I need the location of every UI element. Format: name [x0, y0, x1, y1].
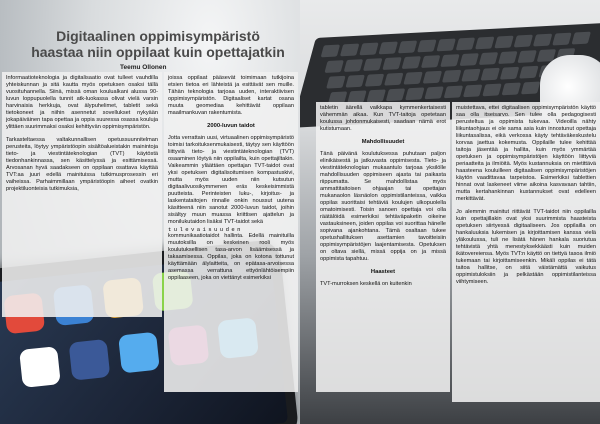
paragraph: kommunikaatiotaidot hallinta. Edellä mainituilla muutoksilla on keskeinen rooli myös koulutuksellisen tasa-arvon lisäämisessä ja takaamisessa. Oppilas, joka on kotona tottunut käyttämään älylaitteita, on epätasa-arvoisessa asemassa verrattuna ettyönlähtöisempiin oppilaaseen, joka on viettänyt esimerkiksi — [168, 233, 294, 281]
article-title-line2: haastaa niin oppilaat kuin opettajatkin — [31, 44, 285, 60]
paragraph: muistettava, ettei digitaalisen oppimisympäristön käyttö saa olla itseisarvo. Sen tulee olla pedagogisesti perusteltua ja oppimista tukevaa. Videoilla nähty liikuntaohjaus ei ole sama asia kuin innostunut opettaja liikuntasalissa, eikä verkossa käyty tehtäväkeskustelu korvaa jaettua kokemusta. Oppilaille tulee kehittää taitoja jäsentää ja hallita, kuin myös ymmärtää opetuksen ja oppimisympäristöjen käyttöön liittyviä periaatteita ja ilmiöitä. Myös kustannuksia on mietittävä haasteena kouluilleen digitaalisen oppimisympäristöjen käytön vaadittavaa tarpeistoa. Esimerkiksi tablettien hinnat ovat laskeneet viime aikoina kasvavaan tahtiin, mutta kertahankinnan kustannukset ovat edelleen merkittävät. — [456, 105, 596, 202]
paragraph: Tarkasteltaessa valtakunnallisen opetussuunnitelman perusteita, löytyy ympäristöopin sisältöalueistakin mainintoja tieto- ja viestintäteknologian (TVT) käytöstä tiedonhankinnassa, sen käsittelyssä ja esittämisessä. Arvosanan hyvä saadakseen on oppilaan osattava käyttää TVT:aa juuri edellä mainituissa tutkimusprosessin eri vaiheissa. Parhaimmillaan ympäristöopin aiheet ovatkin projektiluonteisia tutkimuksia, — [6, 137, 158, 192]
paragraph: joissa oppilaat pääsevät toimimaan tutkijoina etsien tietoa eri lähteistä ja esittävät sen muille. Tähän teknologia tarjoaa uuden, interaktiivisen oppimisympäristön. Digitaaliset kartat osana muuta geomediaa kehittävät oppilaan maailmankuvan rakentumista. — [168, 75, 294, 116]
facebook-icon — [69, 339, 111, 381]
paragraph: tabletin äärellä vaikkapa kymmenkertaisesti vähemmän aikaa. Kun TVT-taitoja opetetaan koulussa johdonmukaisesti, saadaan nämä erot kutistumaan. — [320, 105, 446, 132]
article-title — [18, 28, 298, 60]
text-column-2 — [164, 72, 298, 392]
paragraph: Jotta verrattain uusi, virtuaalinen oppimisympäristö toimisi tarkoituksenmukaisesti, täytyy sen käyttöön liittyviä tieto- ja viestintäteknologian (TVT) osaaminen löytyä niin oppilailta, kuin opettajiltakin. Vaikeammin yläättäen opettajan TVT-taidot ovat yksi opetuksen digitalisoitumisen kompastuskivi, mutta myös uuden niin kutsutun digitaalivuosikymmenen eräs keskeisimmistä puutteista. Perinteisten luku-, kirjoitus- ja laskentataitojen rinnalle onkin noussut uutena käsitteenä niin sanotut 2000-luvun taidot, joihin sisältyy muun muassa kriittisen ajattelun ja monilukutaidon lisäksi TVT-taidot sekä — [168, 135, 294, 225]
app-icon-white — [19, 346, 61, 388]
twitter-icon — [118, 332, 160, 374]
spaced-line: tulevaisuuden — [168, 226, 243, 233]
article-author: Teemu Ollonen — [120, 64, 167, 71]
paragraph: Jo alemmin mainitut riittävät TVT-taidot niin oppilailla kuin opettajillakin ovat yksi suurimmista haasteista opetuksen siirtyessä digitaaliseen. Jos oppilailla on hankaluuksia lukemisen ja kirjoittamisen kanssa vielä yläkoulussa, tuli ne lisätä hänen hankala suoriutua tehtävistä yhtä menestyksekkäästi kuin muiden ikätovereiensa. Myös TVT:n käyttö on tiettyä tasoa ilmiö tukemaan tai kirjoittamiseenkin. Mikäli oppilas ei tätä taitoa hallitse, on siitä väistämättä vaikutus oppimistuloksiin ja pelkästään oppimistilanteissa viihtymiseen. — [456, 209, 596, 285]
text-column-4 — [452, 102, 600, 402]
paragraph: Tänä päivänä koulutuksessa puhutaan paljon elinikäisestä ja jatkuvasta oppimisesta. Tieto- ja viestintäteknologian mukaantulo tarjoaa yksilölle mahdollisuuden oppimiseen ajasta tai paikasta riippumatta. Se mahdollistaa myös ammattitaitoisen ohjaajan tai opettajan mukanaolon läsnäolon oppimistilanteissa, vaikka oppilas suorittaisi tehtäviä koulujen ulkopuolella omatoimisesti. Toisin sanoen opettaja voi olla räätälöidä esimerkiksi tehtäväpaketin oikeine vastauksineen, joiden oppilas voi suorittaa hänelle sopivana ajankohtana. Tämä osaltaan tukee opetushallituksen asettamien tavoitteisiin oppimisympäristöjen laajentamisesta. Opetuksen on oltava siellä, missä oppija on ja missä oppimista tapahtuu. — [320, 151, 446, 262]
paragraph: TVT-murroksen keskellä on kuitenkin — [320, 281, 412, 287]
text-column-1 — [2, 72, 162, 317]
section-heading: 2000-luvun taidot — [207, 123, 255, 129]
paragraph: Informaatioteknologia ja digitalisaatio ovat tulleet vauhdilla yhteiskunnan ja sitä kautta myös opetuksen osaksi tällä vuosituhannella. Siinä, missä oman koulualkani alussa 90-luvun loppupuolella tunnit atk-luokassa olivat vielä varsin harvinaisia herkkuja, ovat älypuhelimet, tabletit sekä tietokoneet ja niihin asennetut sovellukset nykyään jokapäiväinen tapa opettaa ja oppia suuressa osassa kouluja ylittäen suurimmaksi osaksi kehittyvän oppimisympäristön. — [6, 75, 158, 130]
section-heading: Haasteet — [370, 269, 396, 275]
text-column-3 — [316, 102, 450, 392]
article-title-line1: Digitaalinen oppimisympäristö — [56, 28, 260, 44]
section-heading: Mahdollisuudet — [361, 139, 405, 145]
